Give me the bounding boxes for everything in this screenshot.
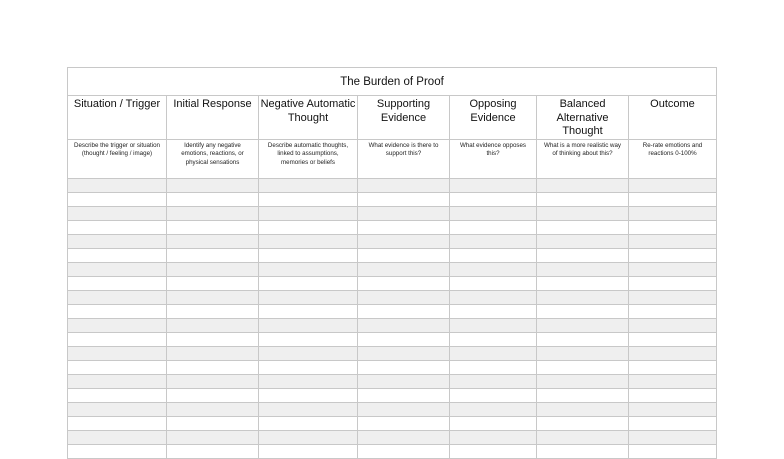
column-description-negative-thought: Describe automatic thoughts, linked to assumptions, memories or beliefs — [259, 140, 358, 179]
entry-cell[interactable] — [629, 221, 717, 235]
entry-cell[interactable] — [358, 277, 450, 291]
entry-cell[interactable] — [537, 193, 629, 207]
entry-cell[interactable] — [167, 361, 259, 375]
entry-cell[interactable] — [68, 263, 167, 277]
entry-cell[interactable] — [537, 277, 629, 291]
entry-cell[interactable] — [358, 431, 450, 445]
entry-cell[interactable] — [358, 263, 450, 277]
column-description-supporting-evidence: What evidence is there to support this? — [358, 140, 450, 179]
entry-cell[interactable] — [358, 403, 450, 417]
entry-cell[interactable] — [259, 179, 358, 193]
entry-cell[interactable] — [259, 445, 358, 459]
entry-cell[interactable] — [68, 207, 167, 221]
entry-cell[interactable] — [167, 291, 259, 305]
entry-cell[interactable] — [629, 179, 717, 193]
table-row — [68, 347, 717, 361]
entry-cell[interactable] — [450, 305, 537, 319]
entry-cell[interactable] — [537, 333, 629, 347]
entry-cell[interactable] — [259, 305, 358, 319]
entry-cell[interactable] — [68, 403, 167, 417]
entry-cell[interactable] — [259, 277, 358, 291]
entry-cell[interactable] — [358, 249, 450, 263]
column-header-opposing-evidence: Opposing Evidence — [450, 96, 537, 140]
entry-cell[interactable] — [450, 347, 537, 361]
entry-cell[interactable] — [450, 375, 537, 389]
entry-cell[interactable] — [450, 417, 537, 431]
entry-cell[interactable] — [629, 375, 717, 389]
entry-cell[interactable] — [68, 361, 167, 375]
column-header-negative-thought: Negative Automatic Thought — [259, 96, 358, 140]
entry-cell[interactable] — [537, 417, 629, 431]
worksheet-title: The Burden of Proof — [68, 68, 717, 96]
entry-cell[interactable] — [358, 221, 450, 235]
entry-cell[interactable] — [450, 361, 537, 375]
entry-cell[interactable] — [358, 291, 450, 305]
entry-cell[interactable] — [68, 179, 167, 193]
entry-cell[interactable] — [537, 207, 629, 221]
table-row — [68, 291, 717, 305]
entry-cell[interactable] — [167, 333, 259, 347]
entry-cell[interactable] — [450, 263, 537, 277]
column-header-supporting-evidence: Supporting Evidence — [358, 96, 450, 140]
entry-cell[interactable] — [259, 207, 358, 221]
entry-cell[interactable] — [629, 277, 717, 291]
entry-cell[interactable] — [68, 291, 167, 305]
entry-cell[interactable] — [259, 389, 358, 403]
entry-cell[interactable] — [358, 389, 450, 403]
entry-cell[interactable] — [167, 389, 259, 403]
table-row — [68, 235, 717, 249]
entry-cell[interactable] — [68, 445, 167, 459]
entry-cell[interactable] — [167, 221, 259, 235]
entry-cell[interactable] — [68, 221, 167, 235]
table-row — [68, 319, 717, 333]
entry-cell[interactable] — [629, 333, 717, 347]
entry-cell[interactable] — [537, 291, 629, 305]
entry-cell[interactable] — [537, 403, 629, 417]
column-description-outcome: Re-rate emotions and reactions 0-100% — [629, 140, 717, 179]
entry-cell[interactable] — [629, 445, 717, 459]
table-row — [68, 179, 717, 193]
entry-cell[interactable] — [358, 193, 450, 207]
entry-cell[interactable] — [259, 333, 358, 347]
column-description-opposing-evidence: What evidence opposes this? — [450, 140, 537, 179]
entry-cell[interactable] — [358, 235, 450, 249]
entry-cell[interactable] — [167, 263, 259, 277]
entry-cell[interactable] — [167, 193, 259, 207]
entry-cell[interactable] — [167, 445, 259, 459]
entry-cell[interactable] — [358, 445, 450, 459]
entry-cell[interactable] — [629, 291, 717, 305]
entry-cell[interactable] — [450, 291, 537, 305]
entry-cell[interactable] — [259, 291, 358, 305]
entry-cell[interactable] — [358, 319, 450, 333]
entry-cell[interactable] — [629, 263, 717, 277]
table-row — [68, 221, 717, 235]
entry-cell[interactable] — [629, 347, 717, 361]
entry-cell[interactable] — [167, 375, 259, 389]
entry-cell[interactable] — [629, 417, 717, 431]
entry-cell[interactable] — [68, 193, 167, 207]
table-row — [68, 361, 717, 375]
entry-cell[interactable] — [167, 403, 259, 417]
table-row — [68, 431, 717, 445]
table-row — [68, 207, 717, 221]
entry-cell[interactable] — [259, 375, 358, 389]
burden-of-proof-table — [67, 67, 717, 459]
entry-cell[interactable] — [68, 375, 167, 389]
entry-cell[interactable] — [259, 193, 358, 207]
table-row — [68, 333, 717, 347]
column-description-balanced-thought: What is a more realistic way of thinking about this? — [537, 140, 629, 179]
column-header-balanced-thought: Balanced Alternative Thought — [537, 96, 629, 140]
entry-cell[interactable] — [167, 319, 259, 333]
entry-cell[interactable] — [358, 333, 450, 347]
entry-cell[interactable] — [450, 389, 537, 403]
entry-cell[interactable] — [68, 417, 167, 431]
table-row — [68, 375, 717, 389]
table-row — [68, 193, 717, 207]
entry-cell[interactable] — [450, 179, 537, 193]
entry-cell[interactable] — [259, 361, 358, 375]
column-header-initial-response: Initial Response — [167, 96, 259, 140]
entry-cell[interactable] — [358, 207, 450, 221]
entry-cell[interactable] — [450, 277, 537, 291]
table-row — [68, 417, 717, 431]
entry-cell[interactable] — [259, 249, 358, 263]
entry-cell[interactable] — [629, 193, 717, 207]
entry-cell[interactable] — [537, 179, 629, 193]
entry-cell[interactable] — [259, 235, 358, 249]
entry-cell[interactable] — [537, 221, 629, 235]
table-row — [68, 277, 717, 291]
entry-cell[interactable] — [629, 305, 717, 319]
entry-cell[interactable] — [68, 389, 167, 403]
entry-cell[interactable] — [629, 389, 717, 403]
entry-cell[interactable] — [450, 235, 537, 249]
entry-cell[interactable] — [167, 305, 259, 319]
entry-cell[interactable] — [358, 179, 450, 193]
entry-cell[interactable] — [68, 277, 167, 291]
entry-cell[interactable] — [450, 207, 537, 221]
entry-cell[interactable] — [537, 235, 629, 249]
entry-cell[interactable] — [358, 375, 450, 389]
entry-cell[interactable] — [167, 277, 259, 291]
table-row — [68, 445, 717, 459]
entry-cell[interactable] — [537, 361, 629, 375]
entry-cell[interactable] — [68, 305, 167, 319]
entry-cell[interactable] — [167, 431, 259, 445]
entry-cell[interactable] — [629, 249, 717, 263]
entry-cell[interactable] — [68, 347, 167, 361]
entry-cell[interactable] — [629, 207, 717, 221]
entry-cell[interactable] — [259, 319, 358, 333]
entry-cell[interactable] — [629, 235, 717, 249]
entry-cell[interactable] — [259, 263, 358, 277]
entry-cell[interactable] — [629, 403, 717, 417]
entry-cell[interactable] — [450, 431, 537, 445]
entry-cell[interactable] — [537, 347, 629, 361]
entry-cell[interactable] — [259, 417, 358, 431]
entry-cell[interactable] — [68, 235, 167, 249]
entry-cell[interactable] — [537, 305, 629, 319]
entry-cell[interactable] — [68, 319, 167, 333]
entry-cell[interactable] — [629, 361, 717, 375]
entry-cell[interactable] — [358, 417, 450, 431]
table-row — [68, 389, 717, 403]
entry-cell[interactable] — [68, 431, 167, 445]
column-description-initial-response: Identify any negative emotions, reactions, or physical sensations — [167, 140, 259, 179]
entry-cell[interactable] — [537, 375, 629, 389]
header-row — [68, 96, 717, 140]
column-description-situation: Describe the trigger or situation (thought / feeling / image) — [68, 140, 167, 179]
entry-cell[interactable] — [358, 361, 450, 375]
table-row — [68, 249, 717, 263]
entry-cell[interactable] — [68, 249, 167, 263]
table-row — [68, 305, 717, 319]
entry-cell[interactable] — [629, 319, 717, 333]
entry-cell[interactable] — [450, 221, 537, 235]
entry-cell[interactable] — [450, 249, 537, 263]
entry-cell[interactable] — [259, 221, 358, 235]
entry-cell[interactable] — [537, 263, 629, 277]
entry-cell[interactable] — [537, 249, 629, 263]
entry-cell[interactable] — [450, 193, 537, 207]
entry-cell[interactable] — [167, 235, 259, 249]
entry-cell[interactable] — [167, 249, 259, 263]
column-header-situation: Situation / Trigger — [68, 96, 167, 140]
entry-cell[interactable] — [167, 179, 259, 193]
entry-cell[interactable] — [629, 431, 717, 445]
column-header-outcome: Outcome — [629, 96, 717, 140]
entry-cell[interactable] — [167, 347, 259, 361]
description-row — [68, 140, 717, 179]
entry-cell[interactable] — [259, 431, 358, 445]
entry-cell[interactable] — [358, 347, 450, 361]
entry-cell[interactable] — [450, 445, 537, 459]
entry-cell[interactable] — [167, 207, 259, 221]
entry-cell[interactable] — [537, 319, 629, 333]
entry-cell[interactable] — [259, 403, 358, 417]
entry-cell[interactable] — [68, 333, 167, 347]
entry-cell[interactable] — [167, 417, 259, 431]
entry-cell[interactable] — [358, 305, 450, 319]
entry-cell[interactable] — [450, 403, 537, 417]
table-row — [68, 403, 717, 417]
entry-cell[interactable] — [537, 389, 629, 403]
entry-cell[interactable] — [259, 347, 358, 361]
table-row — [68, 263, 717, 277]
entry-cell[interactable] — [450, 319, 537, 333]
entry-cell[interactable] — [450, 333, 537, 347]
entry-cell[interactable] — [537, 445, 629, 459]
entry-cell[interactable] — [537, 431, 629, 445]
